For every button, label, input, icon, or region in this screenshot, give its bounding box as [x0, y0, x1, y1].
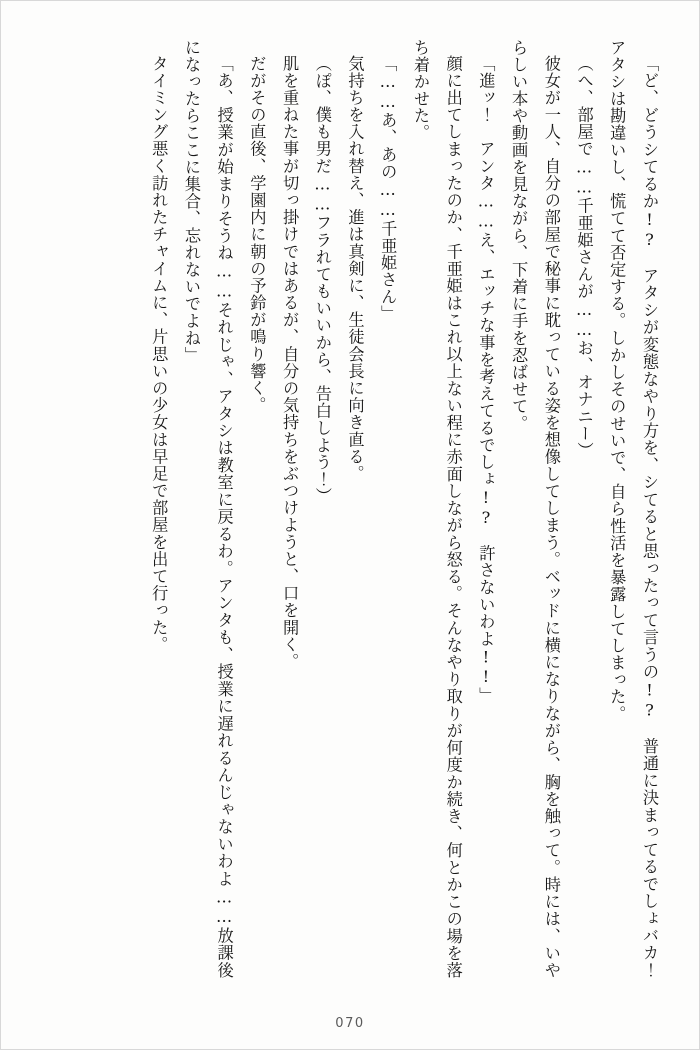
paragraph: 「あ、授業が始まりそうね……それじゃ、アタシは教室に戻るわ。アンタも、授業に遅れるんじゃないわよ……放課後になったらここに集合、忘れないでよね」 [181, 39, 234, 979]
paragraph: （ぽ、僕も男だ……フラれてもいいから、告白しよう！） [312, 55, 332, 506]
paragraph: 気持ちを入れ替え、進は真剣に、生徒会長に向き直る。 [345, 55, 365, 483]
paragraph: 「……あ、あの……千亜姫さん」 [378, 55, 398, 323]
paragraph: だがその直後、学園内に朝の予鈴が鳴り響く。 [247, 55, 267, 415]
paragraph: 彼女が一人、自分の部屋で秘事に耽っている姿を想像してしまう。ベッドに横になりながら、胸を触って。時には、いやらしい本や動画を見ながら、下着に手を忍ばせて。 [509, 39, 561, 979]
paragraph: 顔に出てしまったのか、千亜姫はこれ以上ない程に赤面しながら怒る。そんなやり取りが何度か続き、何とかこの場を落ち着かせた。 [410, 39, 463, 979]
paragraph: 「ど、どうシてるか!? アタシが変態なやり方を、シてると思ったって言うの!? 普通に決まってるでしょバカ！ アタシは勘違いし、慌てて否定する。しかしそのせいで、自ら性活を暴露してしまった。 [607, 39, 659, 997]
paragraph: （へ、部屋で……千亜姫さんが……お、オナニー） [574, 55, 594, 460]
page-number: 070 [335, 1016, 365, 1031]
vertical-text-body [35, 39, 665, 997]
paragraph: 肌を重ねた事が切っ掛けではあるが、自分の気持ちをぶつけようと、口を開く。 [280, 55, 300, 671]
paragraph: 「進ッ！ アンタ……え、エッチな事を考えてるでしょ!? 許さないわよ!!」 [476, 55, 496, 705]
page-text-area [23, 21, 677, 997]
paragraph: タイミング悪く訪れたチャイムに、片思いの少女は早足で部屋を出て行った。 [149, 55, 169, 654]
